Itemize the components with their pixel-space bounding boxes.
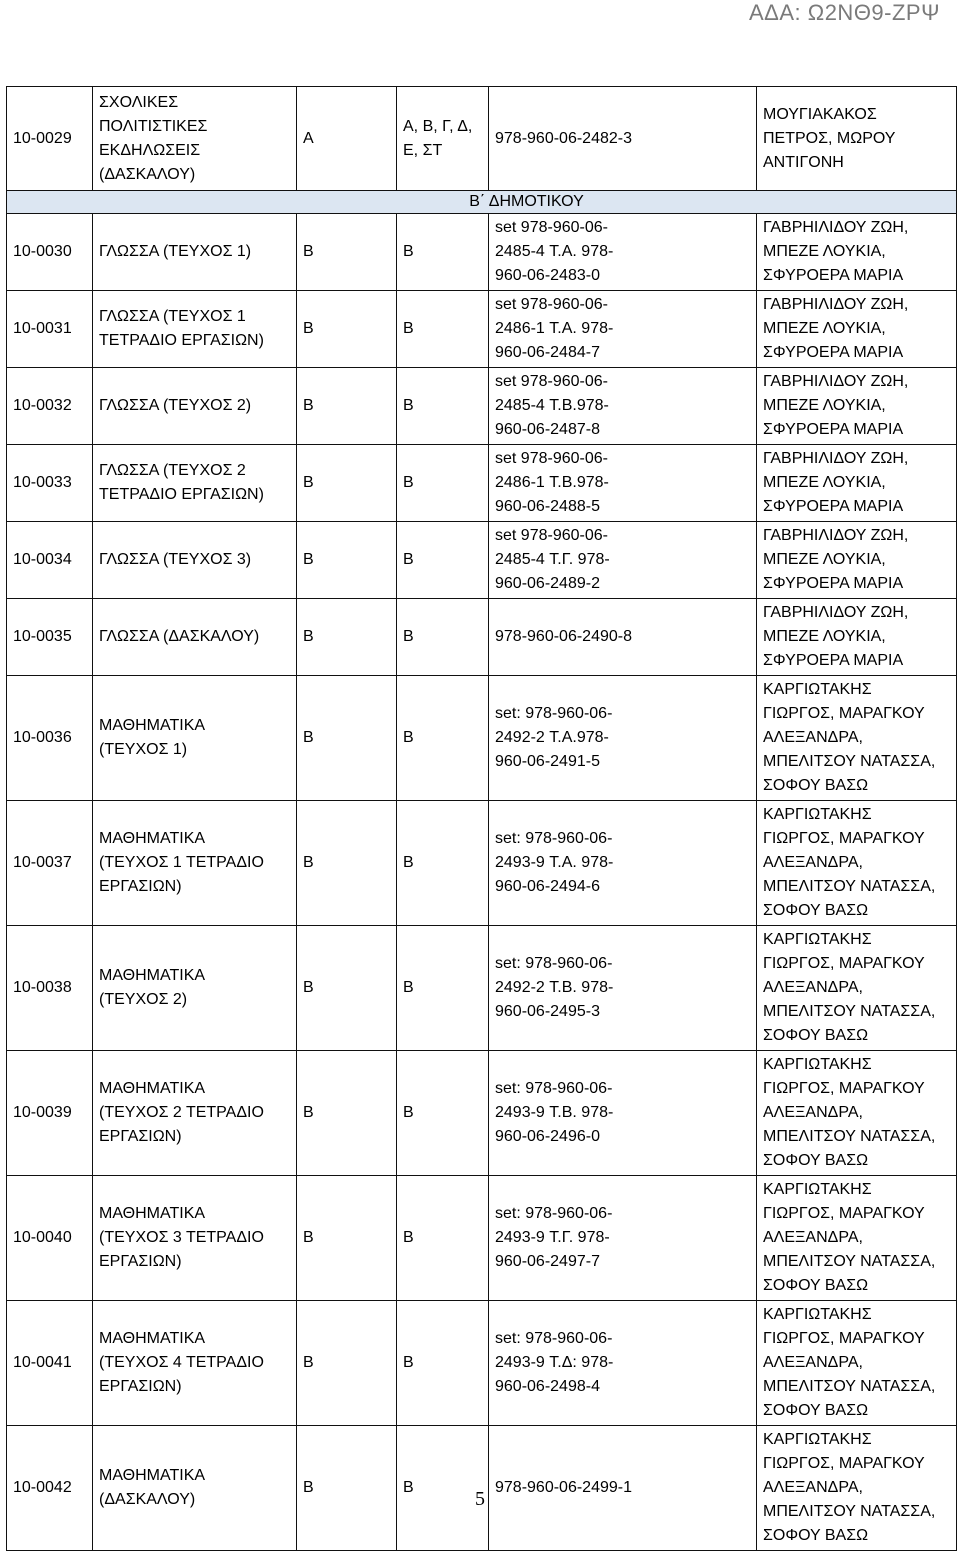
class-grades: Β xyxy=(397,1051,489,1176)
authors: ΜΟΥΓΙΑΚΑΚΟΣ ΠΕΤΡΟΣ, ΜΩΡΟΥ ΑΝΤΙΓΟΝΗ xyxy=(757,87,957,191)
book-title: ΓΛΩΣΣΑ (ΤΕΥΧΟΣ 1 ΤΕΤΡΑΔΙΟ ΕΡΓΑΣΙΩΝ) xyxy=(93,291,297,368)
isbn: 978-960-06-2482-3 xyxy=(489,87,757,191)
book-code: 10-0029 xyxy=(7,87,93,191)
class-level: Β xyxy=(297,926,397,1051)
authors: ΓΑΒΡΗΙΛΙΔΟΥ ΖΩΗ, ΜΠΕΖΕ ΛΟΥΚΙΑ, ΣΦΥΡΟΕΡΑ ΜΑΡΙΑ xyxy=(757,599,957,676)
book-code: 10-0040 xyxy=(7,1176,93,1301)
class-grades: Β xyxy=(397,291,489,368)
class-level: Β xyxy=(297,214,397,291)
book-title: ΜΑΘΗΜΑΤΙΚΑ (ΤΕΥΧΟΣ 1) xyxy=(93,676,297,801)
book-title: ΣΧΟΛΙΚΕΣ ΠΟΛΙΤΙΣΤΙΚΕΣ ΕΚΔΗΛΩΣΕΙΣ (ΔΑΣΚΑΛΟΥ) xyxy=(93,87,297,191)
authors: ΚΑΡΓΙΩΤΑΚΗΣ ΓΙΩΡΓΟΣ, ΜΑΡΑΓΚΟΥ ΑΛΕΞΑΝΔΡΑ, ΜΠΕΛΙΤΣΟΥ ΝΑΤΑΣΣΑ, ΣΟΦΟΥ ΒΑΣΩ xyxy=(757,1301,957,1426)
isbn: set 978-960-06- 2485-4 Τ.Β.978- 960-06-2487-8 xyxy=(489,368,757,445)
book-title: ΓΛΩΣΣΑ (ΤΕΥΧΟΣ 2) xyxy=(93,368,297,445)
table-row xyxy=(7,801,957,926)
class-level: Β xyxy=(297,368,397,445)
isbn: set 978-960-06- 2486-1 Τ.Β.978- 960-06-2488-5 xyxy=(489,445,757,522)
class-grades: Α, Β, Γ, Δ, Ε, ΣΤ xyxy=(397,87,489,191)
class-level: Β xyxy=(297,1051,397,1176)
class-grades: Β xyxy=(397,1426,489,1551)
authors: ΚΑΡΓΙΩΤΑΚΗΣ ΓΙΩΡΓΟΣ, ΜΑΡΑΓΚΟΥ ΑΛΕΞΑΝΔΡΑ, ΜΠΕΛΙΤΣΟΥ ΝΑΤΑΣΣΑ, ΣΟΦΟΥ ΒΑΣΩ xyxy=(757,1176,957,1301)
isbn: set: 978-960-06- 2493-9 Τ.Α. 978- 960-06-2494-6 xyxy=(489,801,757,926)
book-code: 10-0037 xyxy=(7,801,93,926)
table-row xyxy=(7,291,957,368)
class-level: Β xyxy=(297,1301,397,1426)
class-level: Β xyxy=(297,1426,397,1551)
book-title: ΓΛΩΣΣΑ (ΤΕΥΧΟΣ 3) xyxy=(93,522,297,599)
authors: ΚΑΡΓΙΩΤΑΚΗΣ ΓΙΩΡΓΟΣ, ΜΑΡΑΓΚΟΥ ΑΛΕΞΑΝΔΡΑ, ΜΠΕΛΙΤΣΟΥ ΝΑΤΑΣΣΑ, ΣΟΦΟΥ ΒΑΣΩ xyxy=(757,1426,957,1551)
table-row xyxy=(7,522,957,599)
book-title: ΜΑΘΗΜΑΤΙΚΑ (ΤΕΥΧΟΣ 2 ΤΕΤΡΑΔΙΟ ΕΡΓΑΣΙΩΝ) xyxy=(93,1051,297,1176)
class-grades: Β xyxy=(397,368,489,445)
book-code: 10-0038 xyxy=(7,926,93,1051)
ada-header: ΑΔΑ: Ω2ΝΘ9-ΖΡΨ xyxy=(748,0,940,25)
isbn: set: 978-960-06- 2493-9 Τ.Β. 978- 960-06-2496-0 xyxy=(489,1051,757,1176)
book-code: 10-0041 xyxy=(7,1301,93,1426)
class-grades: Β xyxy=(397,214,489,291)
class-grades: Β xyxy=(397,522,489,599)
book-title: ΜΑΘΗΜΑΤΙΚΑ (ΤΕΥΧΟΣ 3 ΤΕΤΡΑΔΙΟ ΕΡΓΑΣΙΩΝ) xyxy=(93,1176,297,1301)
book-code: 10-0033 xyxy=(7,445,93,522)
class-grades: Β xyxy=(397,445,489,522)
book-title: ΓΛΩΣΣΑ (ΤΕΥΧΟΣ 2 ΤΕΤΡΑΔΙΟ ΕΡΓΑΣΙΩΝ) xyxy=(93,445,297,522)
class-level: Β xyxy=(297,291,397,368)
book-code: 10-0032 xyxy=(7,368,93,445)
class-grades: Β xyxy=(397,926,489,1051)
class-grades: Β xyxy=(397,801,489,926)
isbn: set: 978-960-06- 2492-2 Τ.Β. 978- 960-06-2495-3 xyxy=(489,926,757,1051)
authors: ΓΑΒΡΗΙΛΙΔΟΥ ΖΩΗ, ΜΠΕΖΕ ΛΟΥΚΙΑ, ΣΦΥΡΟΕΡΑ ΜΑΡΙΑ xyxy=(757,291,957,368)
table-row xyxy=(7,445,957,522)
table-row xyxy=(7,1301,957,1426)
table-row xyxy=(7,676,957,801)
authors: ΚΑΡΓΙΩΤΑΚΗΣ ΓΙΩΡΓΟΣ, ΜΑΡΑΓΚΟΥ ΑΛΕΞΑΝΔΡΑ, ΜΠΕΛΙΤΣΟΥ ΝΑΤΑΣΣΑ, ΣΟΦΟΥ ΒΑΣΩ xyxy=(757,926,957,1051)
book-code: 10-0034 xyxy=(7,522,93,599)
books-table-body xyxy=(7,87,957,1551)
class-level: Β xyxy=(297,599,397,676)
class-level: Α xyxy=(297,87,397,191)
page-number: 5 xyxy=(475,1488,485,1510)
class-grades: Β xyxy=(397,599,489,676)
book-code: 10-0042 xyxy=(7,1426,93,1551)
class-grades: Β xyxy=(397,1301,489,1426)
isbn: set: 978-960-06- 2493-9 Τ.Δ: 978- 960-06-2498-4 xyxy=(489,1301,757,1426)
section-fill xyxy=(757,191,957,214)
authors: ΓΑΒΡΗΙΛΙΔΟΥ ΖΩΗ, ΜΠΕΖΕ ΛΟΥΚΙΑ, ΣΦΥΡΟΕΡΑ ΜΑΡΙΑ xyxy=(757,368,957,445)
isbn: 978-960-06-2499-1 xyxy=(489,1426,757,1551)
book-code: 10-0036 xyxy=(7,676,93,801)
class-level: Β xyxy=(297,445,397,522)
isbn: set 978-960-06- 2486-1 Τ.Α. 978- 960-06-2484-7 xyxy=(489,291,757,368)
book-title: ΜΑΘΗΜΑΤΙΚΑ (ΤΕΥΧΟΣ 4 ΤΕΤΡΑΔΙΟ ΕΡΓΑΣΙΩΝ) xyxy=(93,1301,297,1426)
isbn: set 978-960-06- 2485-4 Τ.Γ. 978- 960-06-2489-2 xyxy=(489,522,757,599)
class-level: Β xyxy=(297,1176,397,1301)
table-row xyxy=(7,1051,957,1176)
section-fill xyxy=(93,191,297,214)
book-title: ΜΑΘΗΜΑΤΙΚΑ (ΤΕΥΧΟΣ 2) xyxy=(93,926,297,1051)
section-fill xyxy=(7,191,93,214)
book-code: 10-0030 xyxy=(7,214,93,291)
class-level: Β xyxy=(297,676,397,801)
book-title: ΜΑΘΗΜΑΤΙΚΑ (ΔΑΣΚΑΛΟΥ) xyxy=(93,1426,297,1551)
table-row xyxy=(7,926,957,1051)
book-code: 10-0039 xyxy=(7,1051,93,1176)
table-row xyxy=(7,599,957,676)
class-level: Β xyxy=(297,801,397,926)
table-row xyxy=(7,214,957,291)
table-row xyxy=(7,87,957,191)
class-grades: Β xyxy=(397,676,489,801)
book-title: ΜΑΘΗΜΑΤΙΚΑ (ΤΕΥΧΟΣ 1 ΤΕΤΡΑΔΙΟ ΕΡΓΑΣΙΩΝ) xyxy=(93,801,297,926)
isbn: 978-960-06-2490-8 xyxy=(489,599,757,676)
class-level: Β xyxy=(297,522,397,599)
table-row xyxy=(7,368,957,445)
books-table xyxy=(6,86,957,1551)
authors: ΓΑΒΡΗΙΛΙΔΟΥ ΖΩΗ, ΜΠΕΖΕ ΛΟΥΚΙΑ, ΣΦΥΡΟΕΡΑ ΜΑΡΙΑ xyxy=(757,522,957,599)
book-title: ΓΛΩΣΣΑ (ΔΑΣΚΑΛΟΥ) xyxy=(93,599,297,676)
class-grades: Β xyxy=(397,1176,489,1301)
authors: ΚΑΡΓΙΩΤΑΚΗΣ ΓΙΩΡΓΟΣ, ΜΑΡΑΓΚΟΥ ΑΛΕΞΑΝΔΡΑ, ΜΠΕΛΙΤΣΟΥ ΝΑΤΑΣΣΑ, ΣΟΦΟΥ ΒΑΣΩ xyxy=(757,1051,957,1176)
book-code: 10-0031 xyxy=(7,291,93,368)
section-row xyxy=(7,191,957,214)
book-title: ΓΛΩΣΣΑ (ΤΕΥΧΟΣ 1) xyxy=(93,214,297,291)
book-code: 10-0035 xyxy=(7,599,93,676)
authors: ΚΑΡΓΙΩΤΑΚΗΣ ΓΙΩΡΓΟΣ, ΜΑΡΑΓΚΟΥ ΑΛΕΞΑΝΔΡΑ, ΜΠΕΛΙΤΣΟΥ ΝΑΤΑΣΣΑ, ΣΟΦΟΥ ΒΑΣΩ xyxy=(757,801,957,926)
authors: ΓΑΒΡΗΙΛΙΔΟΥ ΖΩΗ, ΜΠΕΖΕ ΛΟΥΚΙΑ, ΣΦΥΡΟΕΡΑ ΜΑΡΙΑ xyxy=(757,445,957,522)
isbn: set 978-960-06- 2485-4 Τ.Α. 978- 960-06-2483-0 xyxy=(489,214,757,291)
authors: ΓΑΒΡΗΙΛΙΔΟΥ ΖΩΗ, ΜΠΕΖΕ ΛΟΥΚΙΑ, ΣΦΥΡΟΕΡΑ ΜΑΡΙΑ xyxy=(757,214,957,291)
isbn: set: 978-960-06- 2493-9 Τ.Γ. 978- 960-06-2497-7 xyxy=(489,1176,757,1301)
section-title: Β΄ ΔΗΜΟΤΙΚΟΥ xyxy=(297,191,757,214)
isbn: set: 978-960-06- 2492-2 Τ.Α.978- 960-06-2491-5 xyxy=(489,676,757,801)
table-row xyxy=(7,1176,957,1301)
authors: ΚΑΡΓΙΩΤΑΚΗΣ ΓΙΩΡΓΟΣ, ΜΑΡΑΓΚΟΥ ΑΛΕΞΑΝΔΡΑ, ΜΠΕΛΙΤΣΟΥ ΝΑΤΑΣΣΑ, ΣΟΦΟΥ ΒΑΣΩ xyxy=(757,676,957,801)
